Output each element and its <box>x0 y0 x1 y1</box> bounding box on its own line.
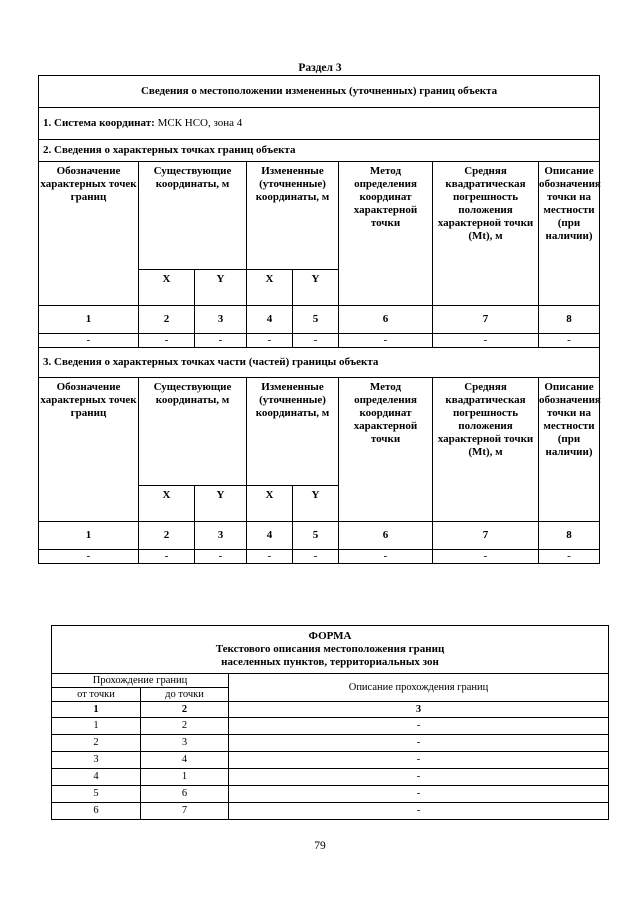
form-col-number: 1 <box>52 702 141 718</box>
boundary-points-table <box>38 75 600 564</box>
col-changed-y: Y <box>293 486 339 522</box>
empty-cell: - <box>293 550 339 564</box>
from-point-cell: 1 <box>52 718 141 735</box>
from-point-cell: 3 <box>52 752 141 769</box>
empty-cell: - <box>139 334 195 348</box>
coord-system-label: 1. Система координат: <box>43 117 155 129</box>
col-changed-coords: Измененные (уточненные) координаты, м <box>247 378 339 486</box>
to-point-cell: 6 <box>141 786 229 803</box>
empty-cell: - <box>39 550 139 564</box>
col-passage-description: Описание прохождения границ <box>229 674 609 702</box>
empty-cell: - <box>247 334 293 348</box>
empty-cell: - <box>195 550 247 564</box>
col-number: 3 <box>195 522 247 550</box>
coord-system-value: МСК НСО, зона 4 <box>157 117 243 129</box>
col-number: 7 <box>433 522 539 550</box>
col-existing-coords: Существующие координаты, м <box>139 162 247 270</box>
col-changed-x: X <box>247 270 293 306</box>
col-method: Метод определения координат характерной точки <box>339 162 433 306</box>
description-cell: - <box>229 803 609 820</box>
form-subtitle-1: Текстового описания местоположения границ <box>215 643 445 655</box>
form-col-number: 2 <box>141 702 229 718</box>
to-point-cell: 1 <box>141 769 229 786</box>
col-number: 4 <box>247 306 293 334</box>
form-subtitle-2: населенных пунктов, территориальных зон <box>221 656 439 668</box>
empty-cell: - <box>339 334 433 348</box>
col-number: 6 <box>339 306 433 334</box>
from-point-cell: 2 <box>52 735 141 752</box>
col-number: 2 <box>139 306 195 334</box>
col-existing-coords: Существующие координаты, м <box>139 378 247 486</box>
from-point-cell: 5 <box>52 786 141 803</box>
form-title: ФОРМА <box>308 630 352 642</box>
col-changed-coords: Измененные (уточненные) координаты, м <box>247 162 339 270</box>
form-col-number: 3 <box>229 702 609 718</box>
boundary-description-form <box>51 625 609 820</box>
col-number: 3 <box>195 306 247 334</box>
empty-cell: - <box>433 334 539 348</box>
col-changed-x: X <box>247 486 293 522</box>
col-method: Метод определения координат характерной точки <box>339 378 433 522</box>
col-designation: Обозначение характерных точек границ <box>39 162 139 306</box>
empty-cell: - <box>195 334 247 348</box>
col-changed-y: Y <box>293 270 339 306</box>
description-cell: - <box>229 718 609 735</box>
to-point-cell: 4 <box>141 752 229 769</box>
description-cell: - <box>229 735 609 752</box>
form-header <box>52 626 609 674</box>
empty-cell: - <box>539 550 600 564</box>
col-existing-y: Y <box>195 486 247 522</box>
col-number: 8 <box>539 306 600 334</box>
to-point-cell: 3 <box>141 735 229 752</box>
col-number: 2 <box>139 522 195 550</box>
col-number: 1 <box>39 306 139 334</box>
part-points-title: 3. Сведения о характерных точках части (частей) границы объекта <box>39 348 600 378</box>
col-designation: Обозначение характерных точек границ <box>39 378 139 522</box>
empty-cell: - <box>539 334 600 348</box>
col-number: 5 <box>293 306 339 334</box>
description-cell: - <box>229 769 609 786</box>
empty-cell: - <box>247 550 293 564</box>
col-number: 5 <box>293 522 339 550</box>
coord-system-row <box>39 108 600 140</box>
empty-cell: - <box>339 550 433 564</box>
col-error: Средняя квадратическая погрешность положения характерной точки (Mt), м <box>433 378 539 522</box>
col-existing-x: X <box>139 270 195 306</box>
empty-cell: - <box>433 550 539 564</box>
empty-cell: - <box>293 334 339 348</box>
from-point-cell: 6 <box>52 803 141 820</box>
description-cell: - <box>229 752 609 769</box>
empty-cell: - <box>39 334 139 348</box>
col-from-point: от точки <box>52 688 141 702</box>
from-point-cell: 4 <box>52 769 141 786</box>
col-description: Описание обозначения точки на местности (при наличии) <box>539 162 600 306</box>
col-existing-x: X <box>139 486 195 522</box>
to-point-cell: 2 <box>141 718 229 735</box>
col-to-point: до точки <box>141 688 229 702</box>
col-number: 8 <box>539 522 600 550</box>
col-number: 1 <box>39 522 139 550</box>
col-existing-y: Y <box>195 270 247 306</box>
page-number: 79 <box>314 840 326 852</box>
to-point-cell: 7 <box>141 803 229 820</box>
col-number: 6 <box>339 522 433 550</box>
table-header: Сведения о местоположении измененных (уточненных) границ объекта <box>39 76 600 108</box>
col-number: 4 <box>247 522 293 550</box>
empty-cell: - <box>139 550 195 564</box>
section-title: Раздел 3 <box>298 62 342 74</box>
col-error: Средняя квадратическая погрешность положения характерной точки (Mt), м <box>433 162 539 306</box>
col-description: Описание обозначения точки на местности (при наличии) <box>539 378 600 522</box>
col-passage: Прохождение границ <box>52 674 229 688</box>
points-title: 2. Сведения о характерных точках границ объекта <box>39 140 600 162</box>
col-number: 7 <box>433 306 539 334</box>
description-cell: - <box>229 786 609 803</box>
